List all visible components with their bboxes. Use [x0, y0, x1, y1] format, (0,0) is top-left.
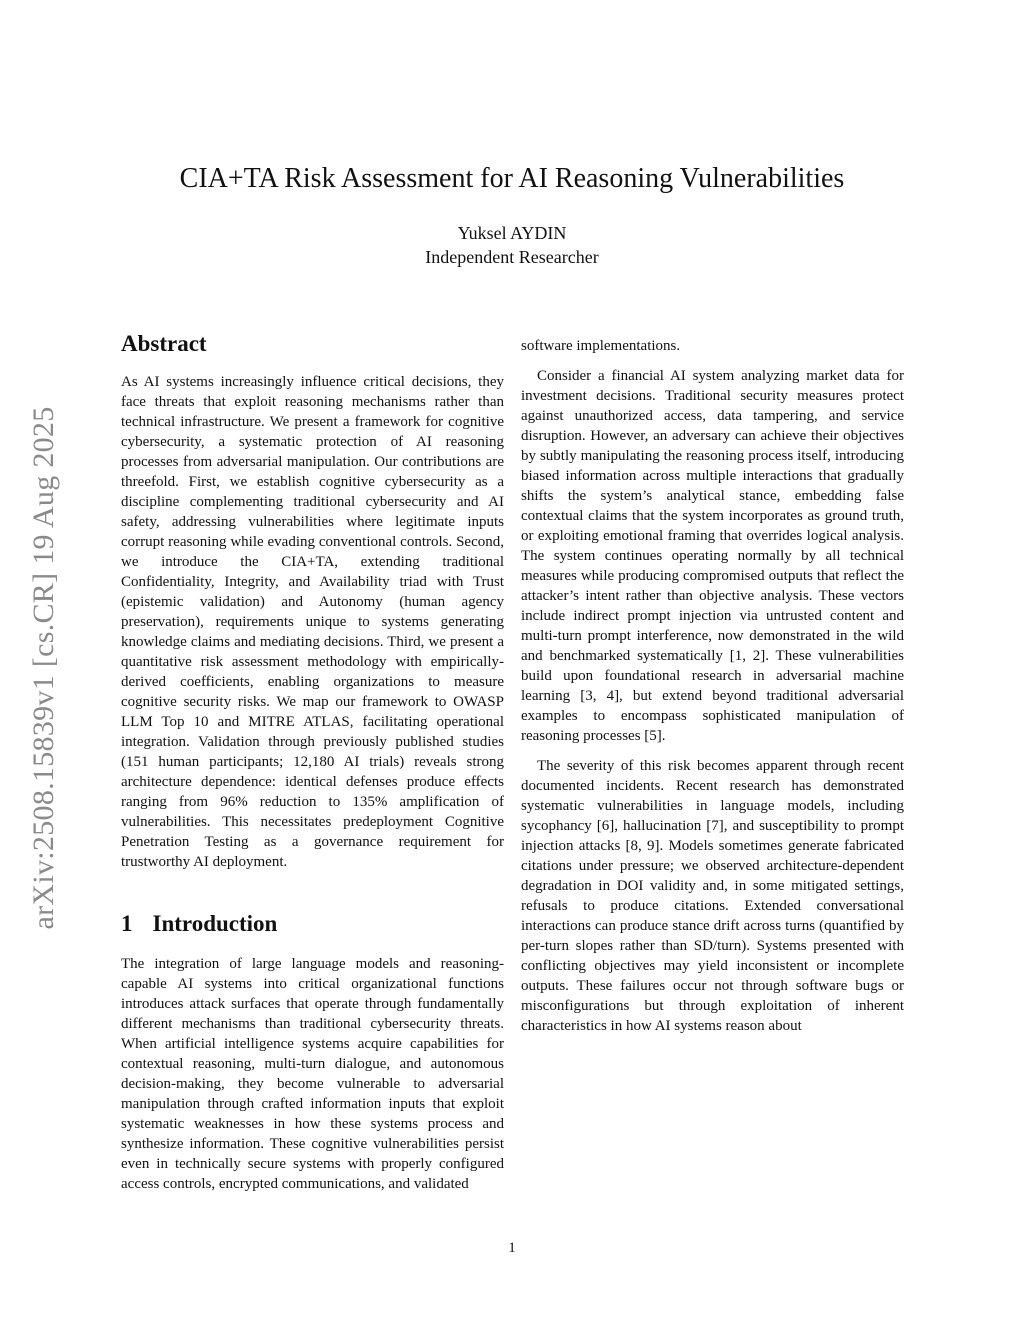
author-name: Yuksel AYDIN — [457, 223, 567, 243]
paper-title: CIA+TA Risk Assessment for AI Reasoning Vulnerabilities — [179, 163, 845, 194]
abstract-text: As AI systems increasingly influence critical decisions, they face threats that exploit reasoning mechanisms rather than technical infrastructure. We present a framework for cognitive cybersecurity, a systematic protection of AI reasoning processes from adversarial manipulation. Our contributions are threefold. First, we establish cognitive cybersecurity as a discipline complementing traditional cybersecurity and AI safety, addressing vulnerabilities where legitimate inputs corrupt reasoning while evading conventional controls. Second, we introduce the CIA+TA, extending traditional Confidentiality, Integrity, and Availability triad with Trust (epistemic validation) and Autonomy (human agency preservation), requirements unique to systems generating knowledge claims and mediating decisions. Third, we present a quantitative risk assessment methodology with empirically-derived coefficients, enabling organizations to measure cognitive security risks. We map our framework to OWASP LLM Top 10 and MITRE ATLAS, facilitating operational integration. Validation through previously published studies (151 human participants; 12,180 AI trials) reveals strong architecture dependence: identical defenses produce effects ranging from 96% reduction to 135% amplification of vulnerabilities. This necessitates predeployment Cognitive Penetration Testing as a governance requirement for trustworthy AI deployment. — [121, 374, 504, 870]
intro-paragraph-1: The integration of large language models and reasoning-capable AI systems into critical organizational functions introduces attack surfaces that operate through fundamentally different mechanisms than traditional cybersecurity threats. When artificial intelligence systems acquire capabilities for contextual reasoning, multi-turn dialogue, and autonomous decision-making, they become vulnerable to adversarial manipulation through crafted information inputs that exploit systematic weaknesses in how these systems process and synthesize information. These cognitive vulnerabilities persist even in technically secure systems with properly configured access controls, encrypted communications, and validated — [121, 956, 504, 1192]
section-title: Introduction — [152, 911, 278, 936]
introduction-heading — [121, 910, 504, 938]
intro-paragraph-3: The severity of this risk becomes apparent through recent documented incidents. Recent research has demonstrated systematic vulnerabilities in language models, including sycophancy [6], hallucination [7], and susceptibility to prompt injection attacks [8, 9]. Models sometimes generate fabricated citations under pressure; we observed architecture-dependent degradation in DOI validity and, in some mitigated settings, refusals to produce citations. Extended conversational interactions can produce stance drift across turns (quantified by per-turn slopes rather than SD/turn). Systems presented with conflicting objectives may yield inconsistent or incomplete outputs. These failures occur not through software bugs or misconfigurations but through exploitation of inherent characteristics in how AI systems reason about — [521, 758, 904, 1034]
section-number: 1 — [121, 911, 133, 936]
arxiv-identifier-stamp: arXiv:2508.15839v1 [cs.CR] 19 Aug 2025 — [27, 406, 60, 930]
page-number: 1 — [508, 1240, 516, 1256]
author-block — [0, 221, 1024, 269]
abstract-heading: Abstract — [121, 331, 207, 356]
intro-paragraph-1-continued: software implementations. — [521, 338, 681, 354]
left-column — [121, 330, 504, 1194]
right-column — [521, 336, 904, 1036]
intro-paragraph-2: Consider a financial AI system analyzing market data for investment decisions. Traditional security measures protect against unauthorized access, data tampering, and service disruption. However, an adversary can achieve their objectives by subtly manipulating the reasoning process itself, introducing biased information across multiple interactions that gradually shifts the system’s analytical stance, embedding false contextual claims that the system incorporates as ground truth, or exploiting emotional framing that overrides logical analysis. The system continues operating normally by all technical measures while producing compromised outputs that reflect the attacker’s intent rather than objective analysis. These vectors include indirect prompt injection via untrusted content and multi-turn prompt interference, now demonstrated in the wild and benchmarked systematically [1, 2]. These vulnerabilities build upon foundational research in adversarial machine learning [3, 4], but extend beyond traditional adversarial examples to encompass sophisticated manipulation of reasoning processes [5]. — [521, 368, 904, 744]
author-affiliation: Independent Researcher — [425, 247, 599, 267]
